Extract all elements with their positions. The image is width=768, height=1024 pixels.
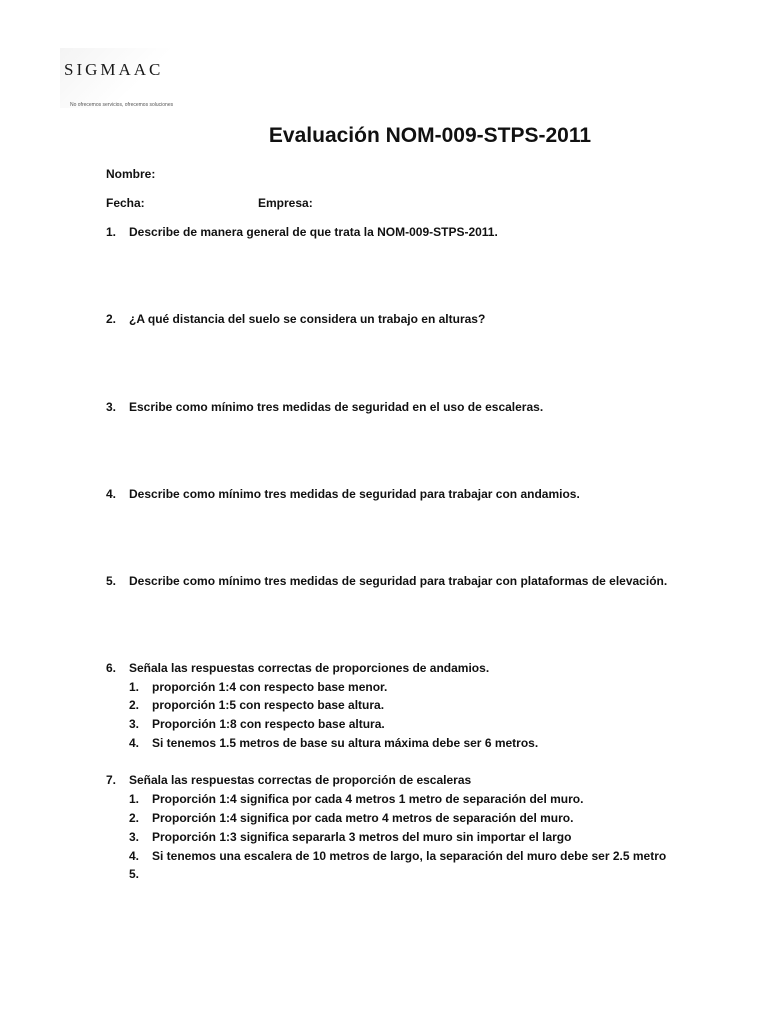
- question-number: 7.: [106, 773, 117, 787]
- question-2: [106, 312, 485, 326]
- option-item: [129, 698, 384, 712]
- question-text: ¿A qué distancia del suelo se considera un trabajo en alturas?: [129, 312, 486, 326]
- option-item: [129, 830, 571, 844]
- option-item: [129, 717, 385, 731]
- option-text: Si tenemos 1.5 metros de base su altura máxima debe ser 6 metros.: [152, 736, 539, 750]
- logo-tagline: No ofrecemos servicios, ofrecemos soluciones: [70, 102, 174, 108]
- option-number: 1.: [129, 680, 140, 694]
- option-number: 4.: [129, 736, 140, 750]
- question-3: [106, 400, 543, 414]
- option-number: 2.: [129, 698, 140, 712]
- option-item: [129, 736, 538, 750]
- question-4: [106, 487, 580, 501]
- question-text: Escribe como mínimo tres medidas de seguridad en el uso de escaleras.: [129, 400, 544, 414]
- option-text: Proporción 1:3 significa separarla 3 metros del muro sin importar el largo: [152, 830, 572, 844]
- page-title: Evaluación NOM-009-STPS-2011: [268, 124, 592, 147]
- question-text: Describe como mínimo tres medidas de seguridad para trabajar con plataformas de elevación.: [129, 574, 668, 588]
- question-6: [106, 661, 489, 675]
- question-number: 3.: [106, 400, 117, 414]
- option-number: 5.: [129, 867, 140, 881]
- option-text: Proporción 1:8 con respecto base altura.: [152, 717, 385, 731]
- question-text: Describe de manera general de que trata la NOM-009-STPS-2011.: [129, 225, 498, 239]
- option-number: 3.: [129, 717, 140, 731]
- question-7: [106, 773, 471, 787]
- option-text: Proporción 1:4 significa por cada 4 metros 1 metro de separación del muro.: [152, 792, 584, 806]
- question-text: Describe como mínimo tres medidas de seguridad para trabajar con andamios.: [129, 487, 580, 501]
- field-empresa: Empresa:: [258, 196, 313, 210]
- option-number: 3.: [129, 830, 140, 844]
- question-number: 5.: [106, 574, 117, 588]
- field-nombre: Nombre:: [106, 167, 156, 181]
- question-number: 2.: [106, 312, 117, 326]
- option-item: [129, 867, 152, 881]
- question-1: [106, 225, 498, 239]
- question-number: 6.: [106, 661, 117, 675]
- option-number: 2.: [129, 811, 140, 825]
- option-number: 4.: [129, 849, 140, 863]
- question-text: Señala las respuestas correctas de proporciones de andamios.: [129, 661, 490, 675]
- logo-name: SIGMAAC: [64, 60, 164, 79]
- option-item: [129, 680, 387, 694]
- option-text: proporción 1:4 con respecto base menor.: [152, 680, 388, 694]
- option-item: [129, 849, 666, 863]
- option-text: proporción 1:5 con respecto base altura.: [152, 698, 385, 712]
- option-item: [129, 792, 583, 806]
- field-fecha: Fecha:: [106, 196, 145, 210]
- option-item: [129, 811, 573, 825]
- question-number: 4.: [106, 487, 117, 501]
- option-number: 1.: [129, 792, 140, 806]
- question-text: Señala las respuestas correctas de proporción de escaleras: [129, 773, 472, 787]
- question-5: [106, 574, 667, 588]
- option-text: Si tenemos una escalera de 10 metros de largo, la separación del muro debe ser 2.5 metro: [152, 849, 667, 863]
- option-text: Proporción 1:4 significa por cada metro 4 metros de separación del muro.: [152, 811, 574, 825]
- question-number: 1.: [106, 225, 117, 239]
